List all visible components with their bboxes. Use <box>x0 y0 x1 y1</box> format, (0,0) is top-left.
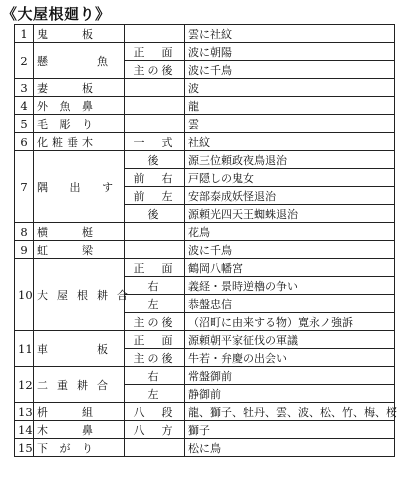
table-row <box>15 133 395 151</box>
position-label <box>125 25 185 43</box>
position-label: 主の後 <box>125 313 185 331</box>
position-label: 右 <box>125 277 185 295</box>
carving-description: 牛若・弁慶の出会い <box>185 349 395 367</box>
row-number: 1 <box>15 25 34 43</box>
position-label <box>125 439 185 457</box>
table-row <box>15 97 395 115</box>
position-label <box>125 241 185 259</box>
position-label <box>125 97 185 115</box>
carving-description: 松に鳥 <box>185 439 395 457</box>
table-row <box>15 115 395 133</box>
carving-description: 安部泰成妖怪退治 <box>185 187 395 205</box>
position-label <box>125 79 185 97</box>
position-label: 八 方 <box>125 421 185 439</box>
row-number: 5 <box>15 115 34 133</box>
row-number: 7 <box>15 151 34 223</box>
position-label: 正 面 <box>125 259 185 277</box>
part-name: 懸 魚 <box>34 43 125 79</box>
position-label: 一 式 <box>125 133 185 151</box>
carving-description: 雲 <box>185 115 395 133</box>
position-label: 主の後 <box>125 349 185 367</box>
table-row <box>15 259 395 277</box>
table-row <box>15 25 395 43</box>
part-name: 鬼 板 <box>34 25 125 43</box>
table-row <box>15 421 395 439</box>
carving-description: 波に千鳥 <box>185 241 395 259</box>
table-row <box>15 331 395 349</box>
carving-description: 源三位頼政夜鳥退治 <box>185 151 395 169</box>
row-number: 10 <box>15 259 34 331</box>
part-name: 車 板 <box>34 331 125 367</box>
row-number: 14 <box>15 421 34 439</box>
carving-description: （沼町に由来する物）寛永ノ強訴 <box>185 313 395 331</box>
table-row <box>15 403 395 421</box>
carving-description: 義経・景時逆櫓の争い <box>185 277 395 295</box>
row-number: 9 <box>15 241 34 259</box>
carving-description: 社紋 <box>185 133 395 151</box>
part-name: 大屋根耕合 <box>34 259 125 331</box>
table-row <box>15 79 395 97</box>
position-label: 左 <box>125 295 185 313</box>
carving-description: 龍 <box>185 97 395 115</box>
carving-description: 源頼朝平家征伐の軍議 <box>185 331 395 349</box>
position-label: 左 <box>125 385 185 403</box>
part-name: 隅 出 す <box>34 151 125 223</box>
row-number: 6 <box>15 133 34 151</box>
row-number: 13 <box>15 403 34 421</box>
carving-description: 恭盤忠信 <box>185 295 395 313</box>
position-label <box>125 115 185 133</box>
carving-description: 戸隠しの鬼女 <box>185 169 395 187</box>
table-row <box>15 43 395 61</box>
document-title: 《大屋根廻り》 <box>2 5 111 23</box>
part-name: 外 魚 鼻 <box>34 97 125 115</box>
decoration-table <box>14 24 395 457</box>
position-label: 正 面 <box>125 43 185 61</box>
decoration-table-body <box>15 25 395 457</box>
row-number: 12 <box>15 367 34 403</box>
part-name: 下 が り <box>34 439 125 457</box>
part-name: 枡 組 <box>34 403 125 421</box>
row-number: 8 <box>15 223 34 241</box>
carving-description: 静御前 <box>185 385 395 403</box>
position-label: 後 <box>125 151 185 169</box>
part-name: 妻 板 <box>34 79 125 97</box>
row-number: 3 <box>15 79 34 97</box>
position-label: 八 段 <box>125 403 185 421</box>
table-row <box>15 439 395 457</box>
table-row <box>15 367 395 385</box>
carving-description: 波に朝陽 <box>185 43 395 61</box>
carving-description: 源頼光四天王蜘蛛退治 <box>185 205 395 223</box>
carving-description: 鶴岡八幡宮 <box>185 259 395 277</box>
position-label: 前 左 <box>125 187 185 205</box>
table-row <box>15 241 395 259</box>
position-label: 前 右 <box>125 169 185 187</box>
row-number: 11 <box>15 331 34 367</box>
position-label: 右 <box>125 367 185 385</box>
table-row <box>15 223 395 241</box>
carving-description: 雲に社紋 <box>185 25 395 43</box>
part-name: 木 鼻 <box>34 421 125 439</box>
table-row <box>15 151 395 169</box>
carving-description: 波 <box>185 79 395 97</box>
row-number: 2 <box>15 43 34 79</box>
part-name: 虹 梁 <box>34 241 125 259</box>
position-label: 主の後 <box>125 61 185 79</box>
row-number: 15 <box>15 439 34 457</box>
position-label: 正 面 <box>125 331 185 349</box>
part-name: 二重耕合 <box>34 367 125 403</box>
carving-description: 常盤御前 <box>185 367 395 385</box>
row-number: 4 <box>15 97 34 115</box>
part-name: 横 梃 <box>34 223 125 241</box>
carving-description: 花鳥 <box>185 223 395 241</box>
part-name: 毛 彫 り <box>34 115 125 133</box>
carving-description: 龍、獅子、牡丹、雲、波、松、竹、梅、桜 <box>185 403 395 421</box>
position-label: 後 <box>125 205 185 223</box>
position-label <box>125 223 185 241</box>
part-name: 化粧垂木 <box>34 133 125 151</box>
carving-description: 波に千鳥 <box>185 61 395 79</box>
carving-description: 獅子 <box>185 421 395 439</box>
